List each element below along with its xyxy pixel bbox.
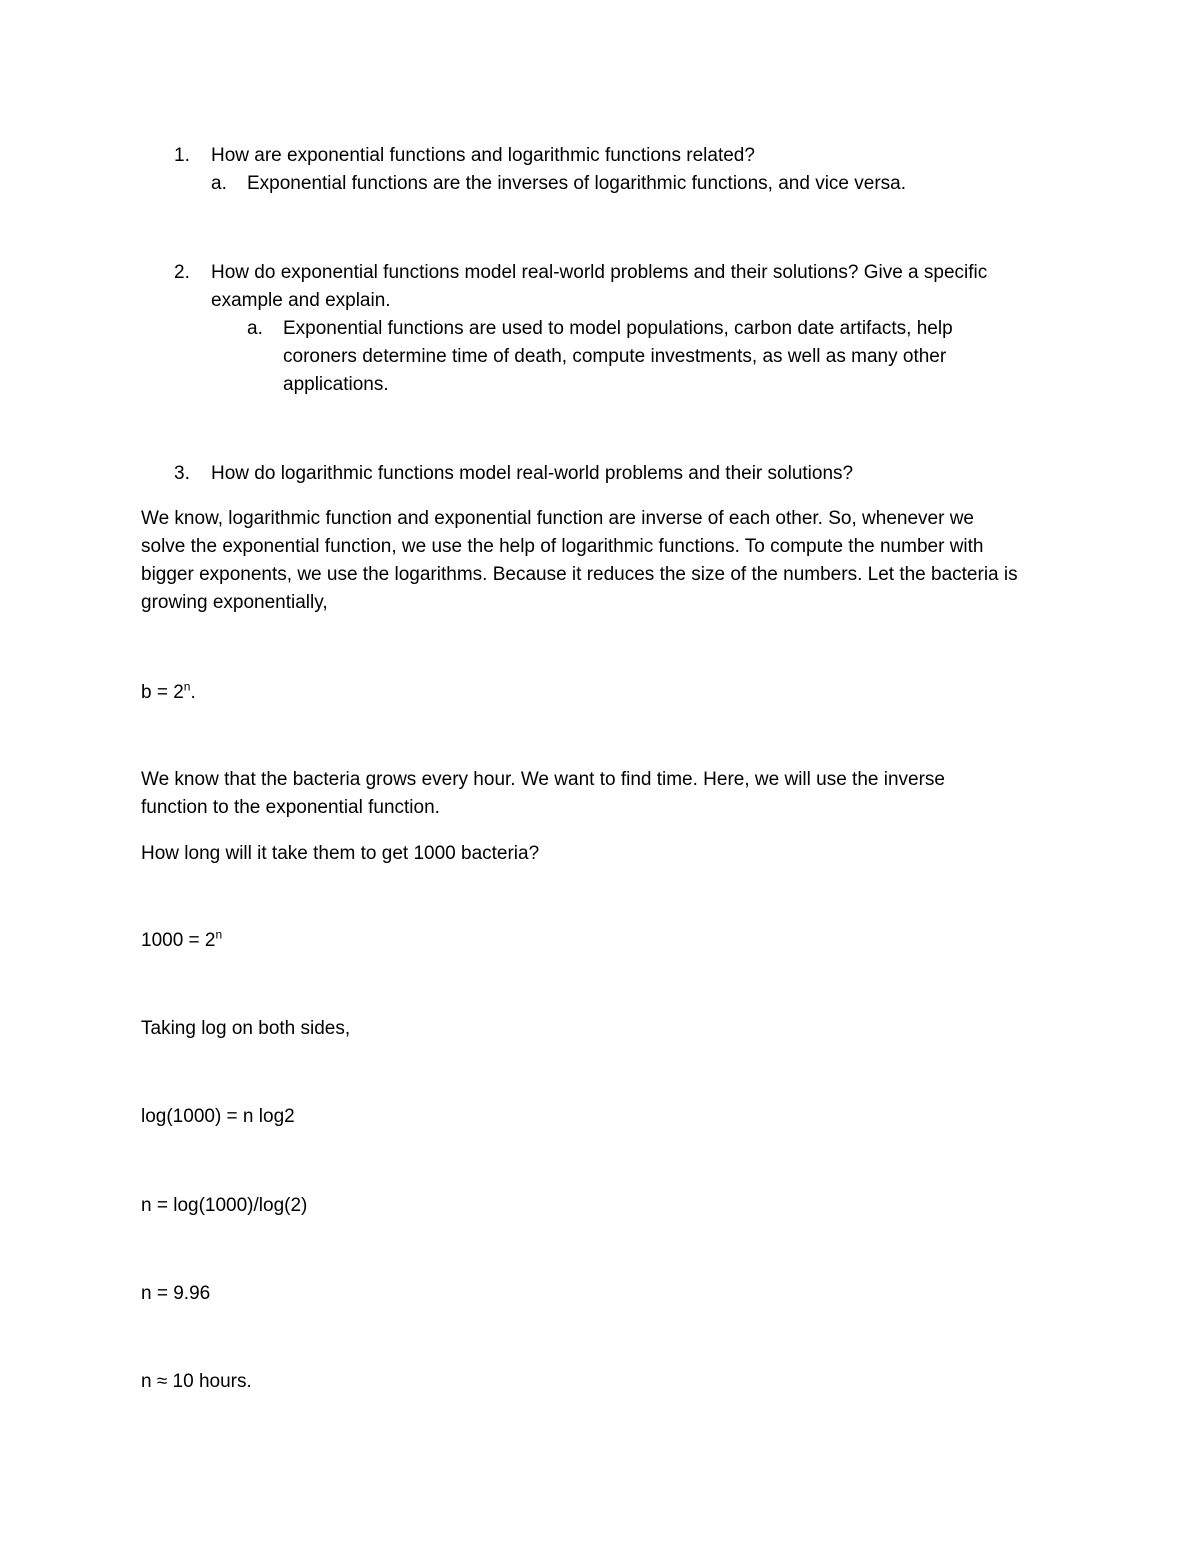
equation-1-lhs: b = 2 [141, 682, 184, 703]
question-1-number: 1. [174, 145, 190, 166]
paragraph-1-line-4: growing exponentially, [141, 592, 328, 613]
paragraph-2-line-1: We know that the bacteria grows every hour. We want to find time. Here, we will use the inverse [141, 769, 946, 790]
question-2-number: 2. [174, 262, 190, 283]
step-taking-log: Taking log on both sides, [141, 1018, 351, 1039]
question-3-text: How do logarithmic functions model real-world problems and their solutions? [211, 463, 854, 484]
question-1-answer-label: a. [211, 173, 227, 194]
question-3-number: 3. [174, 463, 190, 484]
question-1-answer: Exponential functions are the inverses of logarithmic functions, and vice versa. [247, 173, 907, 194]
paragraph-1-line-3: bigger exponents, we use the logarithms. Because it reduces the size of the numbers. Let the bacteria is [141, 564, 1018, 585]
equation-1000-equals-2-pow-n [141, 927, 222, 955]
question-2-answer-label: a. [247, 318, 263, 339]
equation-1-tail: . [190, 682, 196, 703]
step-solve-n: n = log(1000)/log(2) [141, 1195, 308, 1216]
question-1-text: How are exponential functions and logarithmic functions related? [211, 145, 755, 166]
step-log-equation: log(1000) = n log2 [141, 1106, 295, 1127]
question-2-answer-line-1: Exponential functions are used to model populations, carbon date artifacts, help [283, 318, 953, 339]
paragraph-1-line-2: solve the exponential function, we use the help of logarithmic functions. To compute the number with [141, 536, 984, 557]
equation-2-exponent: n [215, 927, 223, 942]
question-2-answer-line-2: coroners determine time of death, compute investments, as well as many other [283, 346, 947, 367]
equation-1-exponent: n [183, 679, 191, 694]
question-2-text-line-1: How do exponential functions model real-world problems and their solutions? Give a specific [211, 262, 988, 283]
step-final-answer: n ≈ 10 hours. [141, 1371, 252, 1392]
step-n-value: n = 9.96 [141, 1283, 211, 1304]
bacteria-question: How long will it take them to get 1000 bacteria? [141, 843, 540, 864]
equation-b-equals-2-pow-n [141, 679, 196, 707]
equation-2-lhs: 1000 = 2 [141, 930, 216, 951]
question-2-text-line-2: example and explain. [211, 290, 391, 311]
paragraph-1-line-1: We know, logarithmic function and exponential function are inverse of each other. So, whenever we [141, 508, 974, 529]
paragraph-2-line-2: function to the exponential function. [141, 797, 440, 818]
question-2-answer-line-3: applications. [283, 374, 389, 395]
